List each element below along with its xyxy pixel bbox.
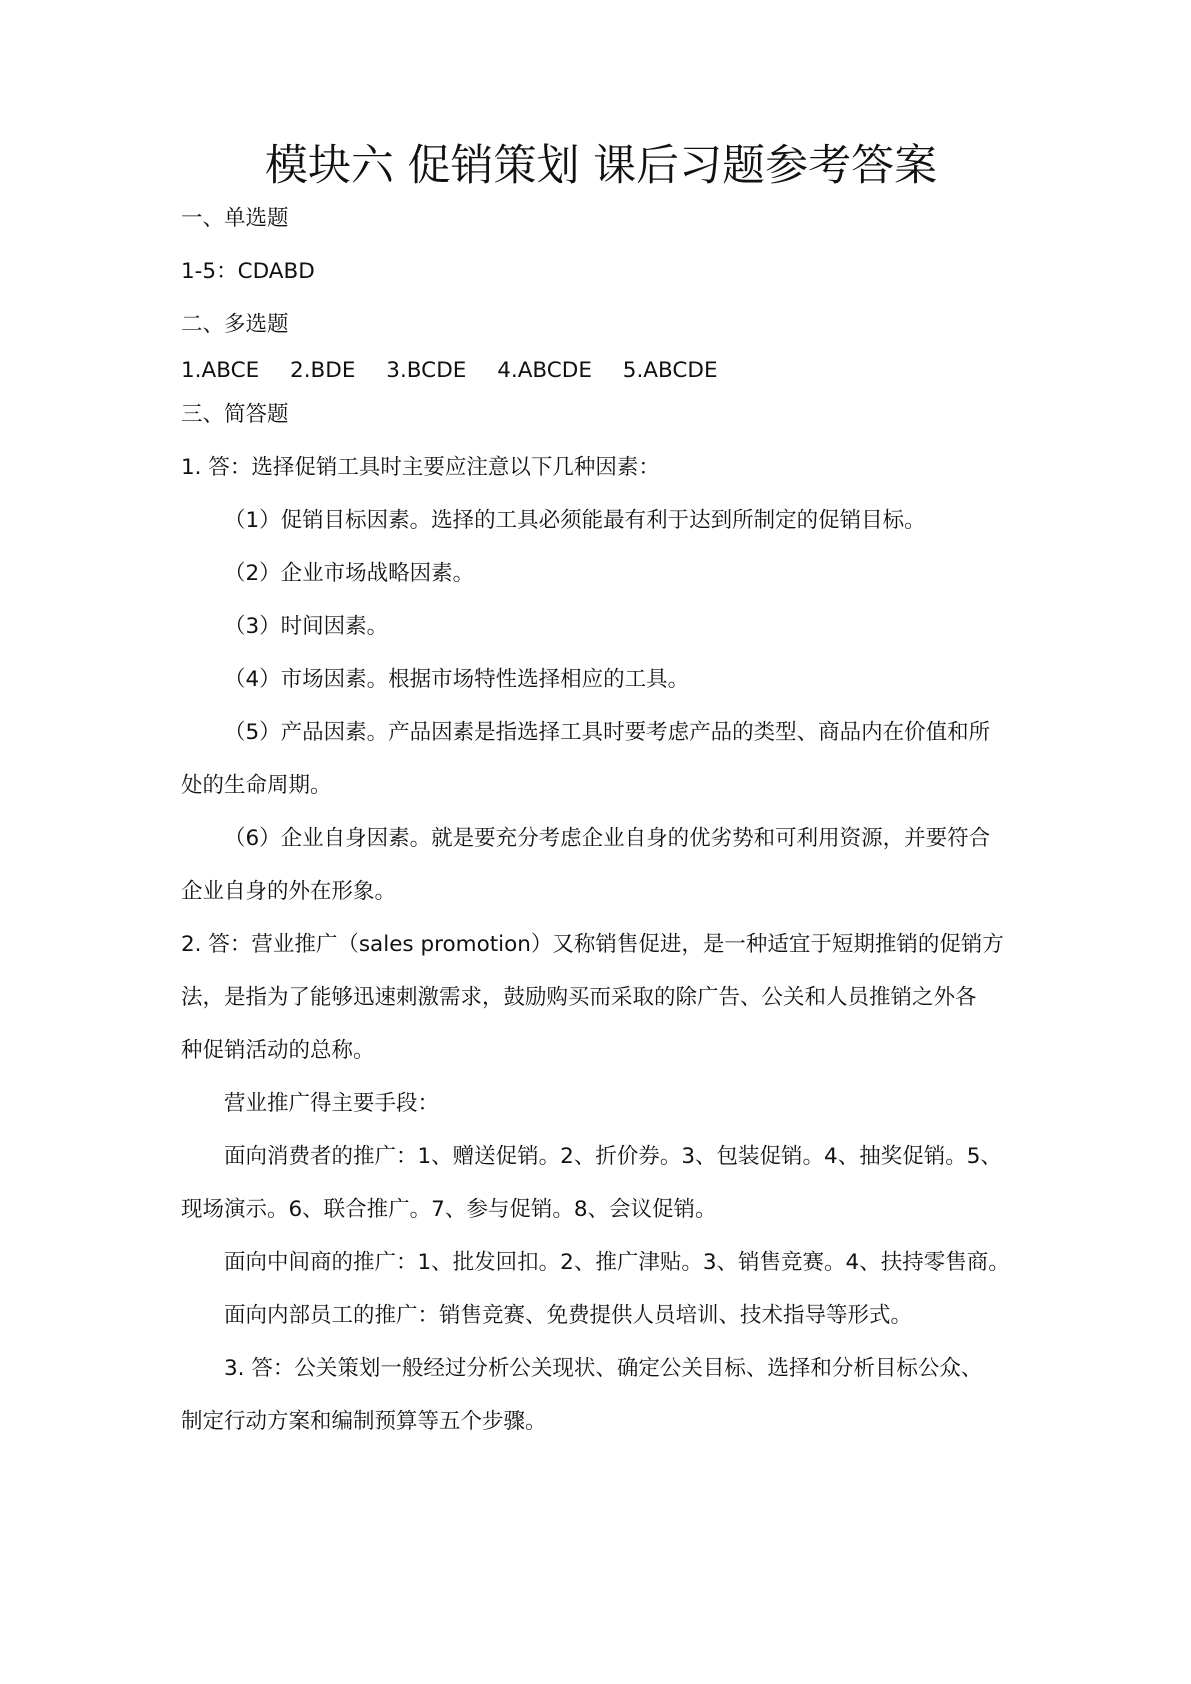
section3-heading: 三、简答题 xyxy=(181,402,289,427)
mc-answer-1: 1.ABCE xyxy=(181,358,260,383)
q1-item-1: （1）促销目标因素。选择的工具必须能最有利于达到所制定的促销目标。 xyxy=(224,508,926,533)
mc-answer-2: 2.BDE xyxy=(290,358,356,383)
q1-item-6-line1: （6）企业自身因素。就是要充分考虑企业自身的优劣势和可利用资源，并要符合 xyxy=(224,826,991,851)
q1-item-5-line2: 处的生命周期。 xyxy=(181,773,332,798)
q2-line1: 2. 答：营业推广（sales promotion）又称销售促进，是一种适宜于短期推销的促销方 xyxy=(181,932,1004,957)
q1-item-2: （2）企业市场战略因素。 xyxy=(224,561,475,586)
q2-consumer-line2: 现场演示。6、联合推广。7、参与促销。8、会议促销。 xyxy=(181,1197,717,1222)
q2-means-heading: 营业推广得主要手段： xyxy=(224,1091,440,1116)
document-body xyxy=(181,141,1021,1440)
multi-choice-answers xyxy=(181,353,1021,389)
section2-heading: 二、多选题 xyxy=(181,312,289,337)
q2-line3: 种促销活动的总称。 xyxy=(181,1038,375,1063)
q1-item-5-line1: （5）产品因素。产品因素是指选择工具时要考虑产品的类型、商品内在价值和所 xyxy=(224,720,991,745)
document-title: 模块六 促销策划 课后习题参考答案 xyxy=(264,141,938,191)
q2-line2: 法，是指为了能够迅速刺激需求，鼓励购买而采取的除广告、公关和人员推销之外各 xyxy=(181,985,977,1010)
mc-answer-4: 4.ABCDE xyxy=(497,358,592,383)
single-choice-answers: 1-5：CDABD xyxy=(181,259,315,284)
q1-item-4: （4）市场因素。根据市场特性选择相应的工具。 xyxy=(224,667,690,692)
q3-line1: 3. 答：公关策划一般经过分析公关现状、确定公关目标、选择和分析目标公众、 xyxy=(224,1356,983,1381)
q1-item-3: （3）时间因素。 xyxy=(224,614,389,639)
section1-heading: 一、单选题 xyxy=(181,206,289,231)
q3-line2: 制定行动方案和编制预算等五个步骤。 xyxy=(181,1409,547,1434)
q2-staff-line: 面向内部员工的推广：销售竞赛、免费提供人员培训、技术指导等形式。 xyxy=(224,1303,913,1328)
q2-consumer-line1: 面向消费者的推广：1、赠送促销。2、折价券。3、包装促销。4、抽奖促销。5、 xyxy=(224,1144,1002,1169)
q1-intro: 1. 答：选择促销工具时主要应注意以下几种因素： xyxy=(181,455,660,480)
q2-dealer-line: 面向中间商的推广：1、批发回扣。2、推广津贴。3、销售竞赛。4、扶持零售商。 xyxy=(224,1250,1010,1275)
mc-answer-5: 5.ABCDE xyxy=(622,358,718,383)
mc-answer-3: 3.BCDE xyxy=(386,358,467,383)
q1-item-6-line2: 企业自身的外在形象。 xyxy=(181,879,397,904)
